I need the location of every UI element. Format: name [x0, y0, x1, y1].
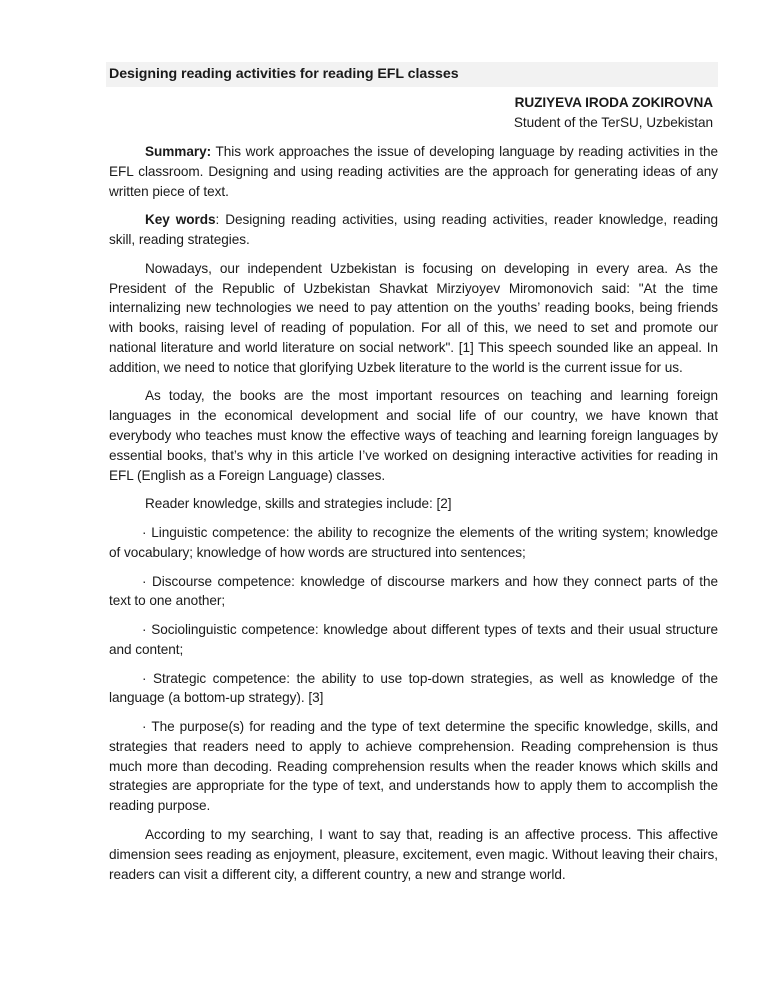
summary-text: This work approaches the issue of developing language by reading activities in the EFL classroom. Designing and using reading activities are the approach for generating ideas of any written piece of text.	[109, 144, 718, 199]
list-item-strategic-competence: · Strategic competence: the ability to use top-down strategies, as well as knowledge of the language (a bottom-up strategy). [3]	[109, 670, 718, 706]
list-item-purpose-for-reading: · The purpose(s) for reading and the type of text determine the specific knowledge, skills, and strategies that readers need to apply to achieve comprehension. Reading comprehension is thus much more than decoding. Reading comprehension results when the reader knows which skills and strategies are appropriate for the type of text, and understands how to apply them to accomplish the reading purpose.	[109, 719, 718, 814]
paragraph-reader-intro: Reader knowledge, skills and strategies include: [2]	[145, 496, 452, 512]
list-item-discourse-competence: · Discourse competence: knowledge of discourse markers and how they connect parts of the text to one another;	[109, 573, 718, 609]
paragraph-summary	[109, 142, 718, 201]
paragraph-keywords	[109, 210, 718, 250]
keywords-label: Key words	[145, 212, 216, 228]
author-block	[106, 93, 718, 132]
author-name: RUZIYEVA IRODA ZOKIROVNA	[514, 95, 713, 111]
author-affiliation: Student of the TerSU, Uzbekistan	[513, 114, 713, 130]
summary-label: Summary:	[145, 144, 212, 160]
keywords-text: : Designing reading activities, using reading activities, reader knowledge, reading skill, reading strategies.	[109, 212, 718, 248]
title-band	[106, 62, 718, 87]
page-title: Designing reading activities for reading EFL classes	[109, 66, 459, 82]
paragraph-as-today: As today, the books are the most important resources on teaching and learning foreign languages in the economical development and social life of our country, we have known that everybody who teaches must know the effective ways of teaching and learning foreign languages by essential books, that’s why in this article I’ve worked on designing interactive activities for reading in EFL (English as a Foreign Language) classes.	[109, 388, 718, 483]
paragraph-nowadays: Nowadays, our independent Uzbekistan is focusing on developing in every area. As the President of the Republic of Uzbekistan Shavkat Mirziyoyev Miromonovich said: "At the time internalizing new technologies we need to pay attention on the youths’ reading books, being friends with books, raising level of reading of population. For all of this, we need to set and promote our national literature and world literature on social network". [1] This speech sounded like an appeal. In addition, we need to notice that glorifying Uzbek literature to the world is the current issue for us.	[109, 260, 718, 375]
list-item-linguistic-competence: · Linguistic competence: the ability to recognize the elements of the writing system; knowledge of vocabulary; knowledge of how words are structured into sentences;	[109, 525, 718, 560]
body-text	[106, 142, 718, 884]
list-item-sociolinguistic-competence: · Sociolinguistic competence: knowledge about different types of texts and their usual structure and content;	[109, 622, 718, 657]
paragraph-according: According to my searching, I want to say that, reading is an affective process. This affective dimension sees reading as enjoyment, pleasure, excitement, even magic. Without leaving their chairs, readers can visit a different city, a different country, a new and strange world.	[109, 827, 718, 882]
document-content	[106, 62, 718, 884]
